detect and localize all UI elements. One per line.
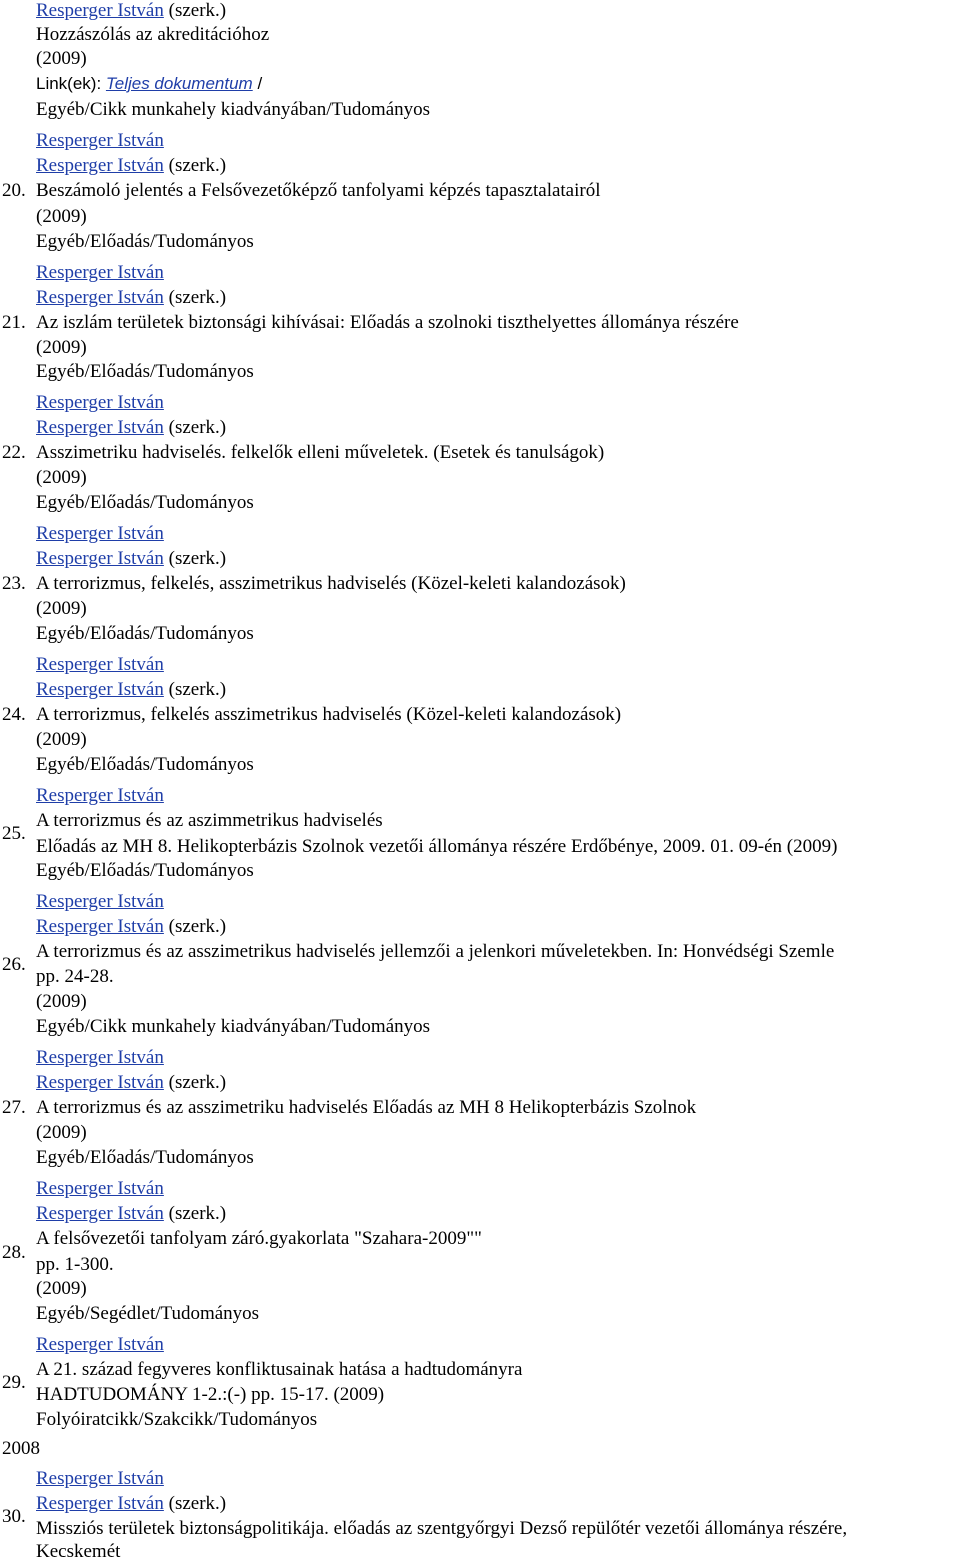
entry-number: 28. bbox=[2, 1242, 26, 1263]
item-type: Egyéb/Cikk munkahely kiadványában/Tudományos bbox=[36, 99, 431, 120]
entry-title: A felsővezetői tanfolyam záró.gyakorlata "Szahara-2009"" bbox=[36, 1228, 482, 1249]
editor-line bbox=[36, 548, 226, 570]
entry-type: Egyéb/Előadás/Tudományos bbox=[36, 492, 254, 513]
entry-title: Az iszlám területek biztonsági kihívásai: Előadás a szolnoki tiszthelyettes állománya részére bbox=[36, 312, 739, 333]
author-link[interactable]: Resperger István bbox=[36, 130, 164, 151]
entry-number: 22. bbox=[2, 442, 26, 463]
author-link[interactable]: Resperger István bbox=[36, 1047, 164, 1068]
editor-line bbox=[36, 417, 226, 439]
entry-title: A terrorizmus és az asszimetrikus hadviselés jellemzői a jelenkori műveletekben. In: Honvédségi Szemle bbox=[36, 941, 835, 962]
entry-title-line2: HADTUDOMÁNY 1-2.:(-) pp. 15-17. (2009) bbox=[36, 1384, 385, 1405]
entry-title-line2: pp. 24-28. bbox=[36, 966, 114, 987]
entry-number: 21. bbox=[2, 312, 26, 333]
entry-year: (2009) bbox=[36, 1122, 87, 1143]
editor-line bbox=[36, 155, 226, 177]
entry-number: 27. bbox=[2, 1097, 26, 1118]
entry-title: A terrorizmus és az aszimmetrikus hadviselés bbox=[36, 810, 383, 831]
author-line bbox=[36, 891, 164, 913]
author-link[interactable]: Resperger István bbox=[36, 523, 164, 544]
author-line bbox=[36, 1468, 164, 1490]
author-line bbox=[36, 392, 164, 414]
entry-title: A terrorizmus, felkelés, asszimetrikus hadviselés (Közel-keleti kalandozások) bbox=[36, 573, 626, 594]
links-label: Link(ek): bbox=[36, 74, 102, 93]
entry-type: Egyéb/Cikk munkahely kiadványában/Tudományos bbox=[36, 1016, 431, 1037]
entry-number: 25. bbox=[2, 823, 26, 844]
author-link[interactable]: Resperger István bbox=[36, 262, 164, 283]
entry-number: 23. bbox=[2, 573, 26, 594]
entry-type: Folyóiratcikk/Szakcikk/Tudományos bbox=[36, 1409, 318, 1430]
editor-link[interactable]: Resperger István bbox=[36, 287, 164, 308]
entry-title: Missziós területek biztonságpolitikája. előadás az szentgyőrgyi Dezső repülőtér vezetői állománya részére, bbox=[36, 1518, 848, 1539]
entry-year: (2009) bbox=[36, 729, 87, 750]
editor-suffix: (szerk.) bbox=[168, 679, 227, 700]
editor-link[interactable]: Resperger István bbox=[36, 548, 164, 569]
entry-title: Asszimetriku hadviselés. felkelők elleni műveletek. (Esetek és tanulságok) bbox=[36, 442, 605, 463]
editor-link[interactable]: Resperger István bbox=[36, 1072, 164, 1093]
entry-type: Egyéb/Segédlet/Tudományos bbox=[36, 1303, 260, 1324]
editor-suffix: (szerk.) bbox=[168, 417, 227, 438]
editor-link[interactable]: Resperger István bbox=[36, 155, 164, 176]
editor-link[interactable]: Resperger István bbox=[36, 417, 164, 438]
year-heading: 2008 bbox=[2, 1438, 40, 1459]
entry-year: (2009) bbox=[36, 206, 87, 227]
author-line bbox=[36, 130, 164, 152]
entry-year: (2009) bbox=[36, 337, 87, 358]
editor-suffix: (szerk.) bbox=[168, 548, 227, 569]
links-line bbox=[36, 73, 262, 95]
entry-type: Egyéb/Előadás/Tudományos bbox=[36, 1147, 254, 1168]
author-link[interactable]: Resperger István bbox=[36, 392, 164, 413]
entry-type: Egyéb/Előadás/Tudományos bbox=[36, 754, 254, 775]
entry-number: 24. bbox=[2, 704, 26, 725]
editor-suffix: (szerk.) bbox=[168, 1072, 227, 1093]
editor-suffix: (szerk.) bbox=[168, 916, 227, 937]
author-line bbox=[36, 523, 164, 545]
entry-number: 26. bbox=[2, 954, 26, 975]
author-line bbox=[36, 785, 164, 807]
editor-line bbox=[36, 1493, 226, 1515]
editor-line bbox=[36, 287, 226, 309]
entry-title: A terrorizmus, felkelés asszimetrikus hadviselés (Közel-keleti kalandozások) bbox=[36, 704, 622, 725]
author-link[interactable]: Resperger István bbox=[36, 891, 164, 912]
links-separator: / bbox=[257, 74, 263, 93]
editor-link[interactable]: Resperger István bbox=[36, 0, 164, 21]
author-link[interactable]: Resperger István bbox=[36, 1334, 164, 1355]
editor-link[interactable]: Resperger István bbox=[36, 679, 164, 700]
author-line bbox=[36, 1047, 164, 1069]
entry-number: 20. bbox=[2, 180, 26, 201]
editor-suffix: (szerk.) bbox=[168, 1493, 227, 1514]
entry-type: Egyéb/Előadás/Tudományos bbox=[36, 361, 254, 382]
author-link[interactable]: Resperger István bbox=[36, 1178, 164, 1199]
author-link[interactable]: Resperger István bbox=[36, 785, 164, 806]
entry-title-line2: pp. 1-300. bbox=[36, 1254, 114, 1275]
editor-link[interactable]: Resperger István bbox=[36, 1493, 164, 1514]
author-line bbox=[36, 1178, 164, 1200]
editor-line bbox=[36, 1072, 226, 1094]
entry-type: Egyéb/Előadás/Tudományos bbox=[36, 860, 254, 881]
editor-link[interactable]: Resperger István bbox=[36, 1203, 164, 1224]
editor-suffix: (szerk.) bbox=[168, 0, 227, 21]
editor-suffix: (szerk.) bbox=[168, 287, 227, 308]
author-link[interactable]: Resperger István bbox=[36, 654, 164, 675]
entry-year: (2009) bbox=[36, 1278, 87, 1299]
author-line bbox=[36, 654, 164, 676]
author-line bbox=[36, 1334, 164, 1356]
entry-type: Egyéb/Előadás/Tudományos bbox=[36, 623, 254, 644]
editor-suffix: (szerk.) bbox=[168, 1203, 227, 1224]
author-line bbox=[36, 262, 164, 284]
editor-link[interactable]: Resperger István bbox=[36, 916, 164, 937]
item-title: Hozzászólás az akreditációhoz bbox=[36, 24, 270, 45]
entry-year: (2009) bbox=[36, 467, 87, 488]
entry-title-line2: Előadás az MH 8. Helikopterbázis Szolnok vezetői állománya részére Erdőbénye, 2009. 01. 09-én (2009) bbox=[36, 836, 838, 857]
author-link[interactable]: Resperger István bbox=[36, 1468, 164, 1489]
editor-line bbox=[36, 1203, 226, 1225]
editor-line bbox=[36, 0, 226, 22]
entry-number: 29. bbox=[2, 1372, 26, 1393]
editor-line bbox=[36, 916, 226, 938]
entry-year: (2009) bbox=[36, 598, 87, 619]
entry-year: (2009) bbox=[36, 991, 87, 1012]
editor-line bbox=[36, 679, 226, 701]
entry-title: Beszámoló jelentés a Felsővezetőképző tanfolyami képzés tapasztalatairól bbox=[36, 180, 601, 201]
full-document-link[interactable]: Teljes dokumentum bbox=[105, 74, 253, 93]
entry-title: A terrorizmus és az asszimetriku hadviselés Előadás az MH 8 Helikopterbázis Szolnok bbox=[36, 1097, 697, 1118]
item-year: (2009) bbox=[36, 48, 87, 69]
entry-title: A 21. század fegyveres konfliktusainak hatása a hadtudományra bbox=[36, 1359, 523, 1380]
entry-type: Egyéb/Előadás/Tudományos bbox=[36, 231, 254, 252]
entry-title-line2: Kecskemét bbox=[36, 1541, 121, 1562]
entry-number: 30. bbox=[2, 1506, 26, 1527]
editor-suffix: (szerk.) bbox=[168, 155, 227, 176]
